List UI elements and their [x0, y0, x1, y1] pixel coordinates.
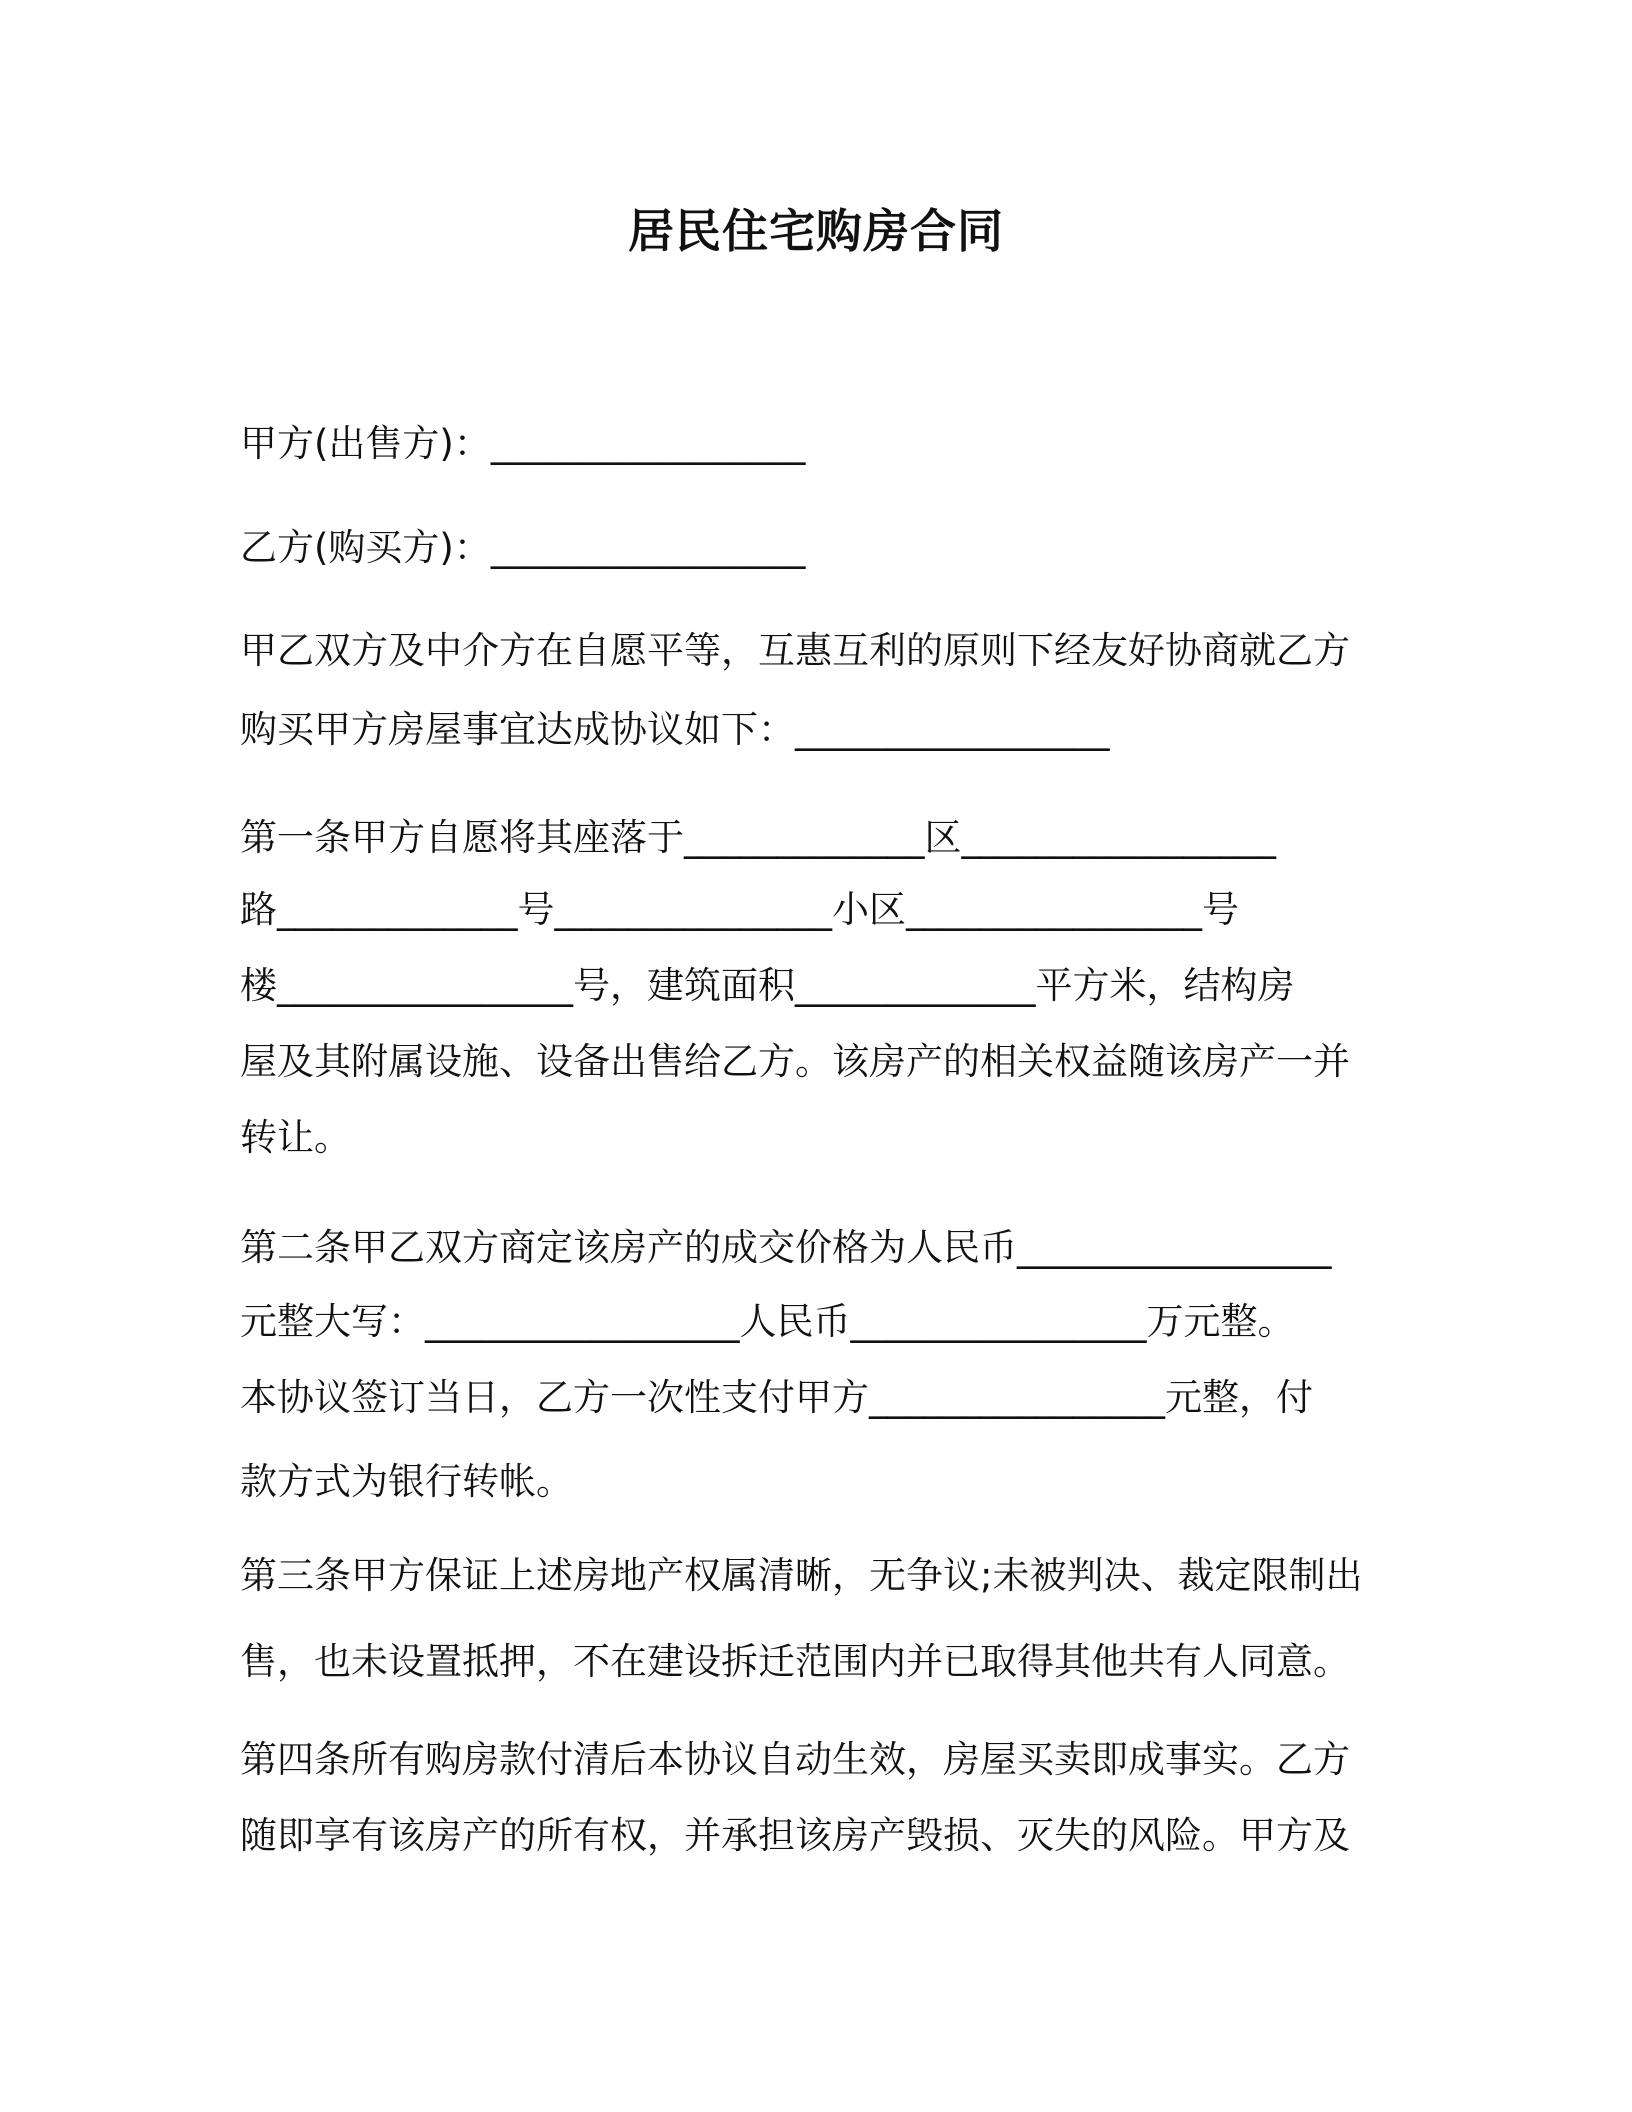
- article1-line-3: 楼________________号，建筑面积_____________平方米，结构房: [240, 964, 1295, 1007]
- article2-line-1: 第二条甲乙双方商定该房产的成交价格为人民币_________________: [240, 1226, 1332, 1269]
- article1-line-4: 屋及其附属设施、设备出售给乙方。该房产的相关权益随该房产一并: [240, 1040, 1350, 1083]
- party-b-line: 乙方(购买方)：_________________: [240, 526, 806, 569]
- article2-line-3: 本协议签订当日，乙方一次性支付甲方________________元整，付: [240, 1376, 1313, 1419]
- intro-line-2: 购买甲方房屋事宜达成协议如下：_________________: [240, 708, 1110, 751]
- party-a-line: 甲方(出售方)：_________________: [240, 422, 806, 465]
- article1-line-5: 转让。: [240, 1116, 351, 1159]
- intro-line-1: 甲乙双方及中介方在自愿平等，互惠互利的原则下经友好协商就乙方: [240, 629, 1350, 672]
- document-title: 居民住宅购房合同: [628, 204, 1004, 258]
- article4-line-1: 第四条所有购房款付清后本协议自动生效，房屋买卖即成事实。乙方: [240, 1738, 1350, 1781]
- article2-line-4: 款方式为银行转帐。: [240, 1460, 573, 1503]
- article3-line-2: 售，也未设置抵押，不在建设拆迁范围内并已取得其他共有人同意。: [240, 1640, 1350, 1683]
- article1-line-1: 第一条甲方自愿将其座落于_____________区_________________: [240, 816, 1276, 859]
- article2-line-2: 元整大写：_________________人民币________________万元整。: [240, 1300, 1295, 1343]
- article4-line-2: 随即享有该房产的所有权，并承担该房产毁损、灭失的风险。甲方及: [240, 1814, 1350, 1857]
- article3-line-1: 第三条甲方保证上述房地产权属清晰，无争议;未被判决、裁定限制出: [240, 1554, 1363, 1597]
- article1-line-2: 路_____________号_______________小区________________号: [240, 888, 1239, 931]
